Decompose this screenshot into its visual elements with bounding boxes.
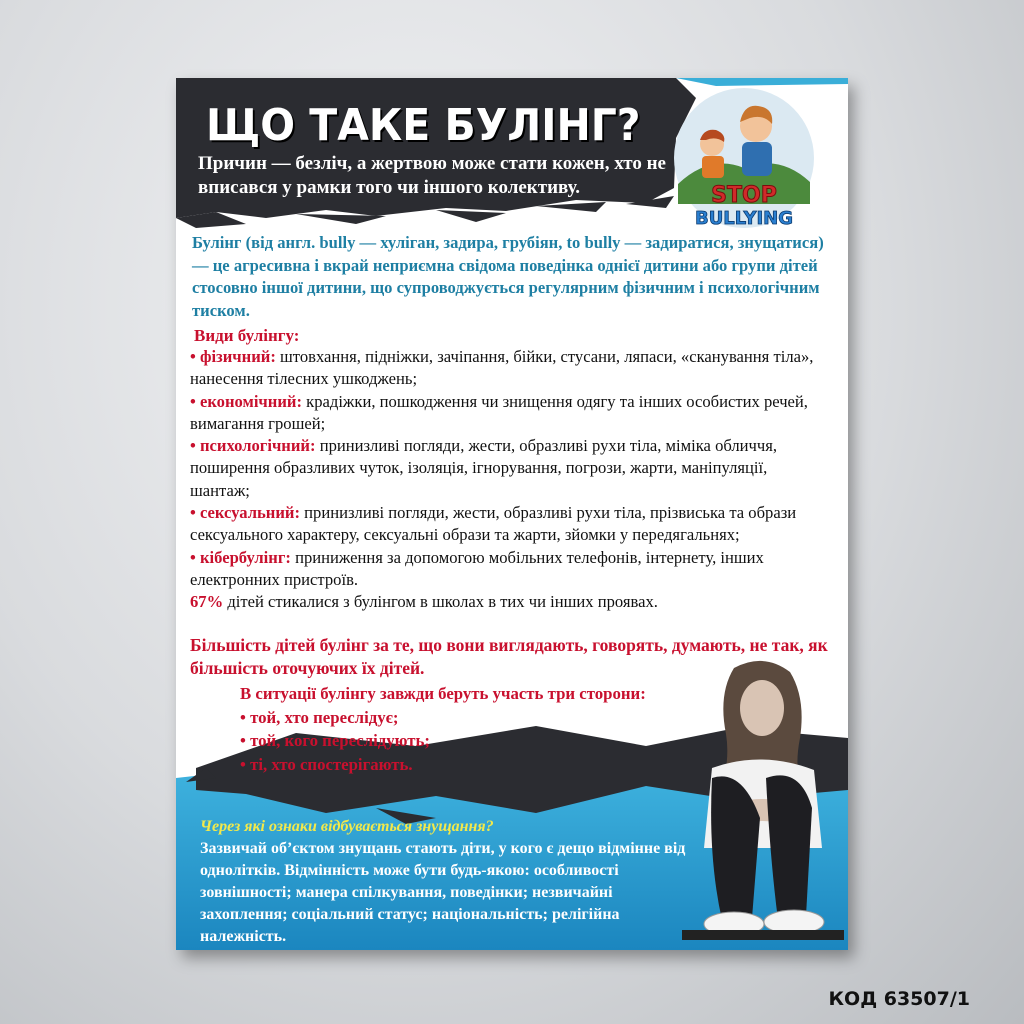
parties-heading: В ситуації булінгу завжди беруть участь три сторони:: [240, 684, 646, 703]
type-text: штовхання, підніжки, зачіпання, бійки, стусани, ляпаси, «сканування тіла», нанесення тілесних ушкоджень;: [190, 347, 814, 389]
type-item-economic: • економічний: крадіжки, пошкодження чи знищення одягу та інших особистих речей, вимагання грошей;: [190, 391, 808, 433]
logo-stop-text: STOP: [711, 183, 777, 208]
page-title: ЩО ТАКЕ БУЛІНГ?: [206, 100, 641, 151]
type-text: принизливі погляди, жести, образливі рухи тіла, прізвиська та образи сексуального характеру, сексуальні образи та жарти, зйомки у передягальнях;: [190, 503, 797, 545]
type-item-psychological: • психологічний: принизливі погляди, жести, образливі рухи тіла, міміка обличчя, поширення образливих чуток, ізоляція, ігнорування, погрози, жарти, маніпуляції, шантаж;: [190, 436, 778, 500]
subtitle: Причин — безліч, а жертвою може стати кожен, хто не вписався у рамки того чи іншого колективу.: [198, 153, 666, 198]
statistic-line: [190, 591, 830, 613]
type-item-sexual: • сексуальний: принизливі погляди, жести, образливі рухи тіла, прізвиська та образи сексуального характеру, сексуальні образи та жарти, зйомки у передягальнях;: [190, 503, 797, 545]
sitting-girl-icon: [682, 658, 844, 940]
party-item: • той, кого переслідують;: [240, 731, 430, 750]
type-text: принизливі погляди, жести, образливі рухи тіла, міміка обличчя, поширення образливих чуток, ізоляція, ігнорування, погрози, жарти, маніпуляції, шантаж;: [190, 436, 778, 500]
type-name: сексуальний:: [199, 503, 301, 523]
type-name: економічний:: [199, 391, 302, 411]
type-item-cyber: • кібербулінг: приниження за допомогою мобільних телефонів, інтернету, інших електронних пристроїв.: [190, 547, 764, 589]
logo-bullying-text: BULLYING: [694, 208, 794, 229]
majority-text: Більшість дітей булінг за те, що вони виглядають, говорять, думають, не так, як більшість оточуючих їх дітей.: [190, 635, 828, 678]
statistic-text: дітей стикалися з булінгом в школах в тих чи інших проявах.: [227, 592, 658, 612]
parties-block: [240, 682, 646, 776]
poster: [176, 78, 848, 950]
type-text: приниження за допомогою мобільних телефонів, інтернету, інших електронних пристроїв.: [190, 547, 764, 589]
definition-text: Булінг (від англ. bully — хуліган, задира, грубіян, to bully — задиратися, знущатися) — це агресивна і вкрай неприємна свідома поведінка однієї дитини або групи дітей стосовно іншої дитини, що супроводжується регулярним фізичним і психологічним тиском.: [192, 233, 824, 320]
signs-text: Зазвичай об’єктом знущань стають діти, у кого є дещо відмінне від однолітків. Відмінність може бути будь-якою: особливості зовнішності; манера спілкування, поведінки; незвичайні захоплення; соціальний статус; національність; релігійна належність.: [200, 840, 686, 945]
party-item: • ті, хто спостерігають.: [240, 754, 413, 774]
type-text: крадіжки, пошкодження чи знищення одягу та інших особистих речей, вимагання грошей;: [190, 391, 808, 433]
type-name: кібербулінг:: [199, 547, 291, 567]
product-code: КОД 63507/1: [828, 988, 970, 1010]
stop-bullying-logo-icon: [670, 84, 818, 232]
type-name: психологічний:: [199, 436, 316, 456]
statistic-percent: 67%: [190, 592, 224, 612]
types-list: [190, 346, 830, 614]
types-heading: Види булінгу:: [194, 326, 300, 345]
signs-heading: Через які ознаки відбувається знущання?: [200, 818, 494, 835]
type-name: фізичний:: [199, 347, 276, 366]
type-item-physical: • фізичний: штовхання, підніжки, зачіпання, бійки, стусани, ляпаси, «сканування тіла», нанесення тілесних ушкоджень;: [190, 347, 814, 389]
party-item: • той, хто переслідує;: [240, 707, 399, 727]
